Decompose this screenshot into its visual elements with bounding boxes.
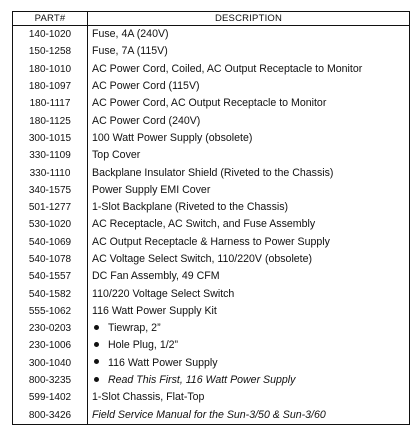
- description-cell: [88, 112, 410, 129]
- table-row: [13, 372, 410, 389]
- description-cell: [88, 95, 410, 112]
- table-row: [13, 182, 410, 199]
- description-cell: [88, 43, 410, 60]
- part-number-header: PART#: [13, 12, 88, 26]
- parts-list-table: [12, 11, 410, 425]
- part-number-cell: 540-1557: [13, 268, 88, 285]
- table-row: [13, 285, 410, 302]
- table-row: [13, 130, 410, 147]
- table-row: [13, 43, 410, 60]
- description-text: AC Power Cord (115V): [92, 80, 200, 93]
- description-text: Backplane Insulator Shield (Riveted to the Chassis): [92, 166, 334, 179]
- description-text: Tiewrap, 2”: [108, 322, 161, 335]
- part-number-cell: 180-1097: [13, 78, 88, 95]
- description-text: 1-Slot Backplane (Riveted to the Chassis): [92, 201, 289, 214]
- part-number-cell: 180-1117: [13, 95, 88, 112]
- description-cell: [88, 389, 410, 406]
- part-number-cell: 530-1020: [13, 216, 88, 233]
- part-number-cell: 180-1010: [13, 61, 88, 78]
- part-number-cell: 330-1109: [13, 147, 88, 164]
- description-text: 116 Watt Power Supply Kit: [92, 304, 217, 317]
- description-cell: [88, 199, 410, 216]
- description-cell: [88, 285, 410, 302]
- parts-table-body: [13, 26, 410, 425]
- part-number-cell: 340-1575: [13, 182, 88, 199]
- table-row: [13, 112, 410, 129]
- description-cell: [88, 216, 410, 233]
- description-text: AC Power Cord, AC Output Receptacle to Monitor: [92, 97, 327, 110]
- description-cell: [88, 61, 410, 78]
- table-row: [13, 147, 410, 164]
- part-number-cell: 540-1069: [13, 234, 88, 251]
- bullet-icon: [94, 377, 99, 382]
- description-text: Hole Plug, 1/2”: [108, 339, 179, 352]
- description-cell: [88, 78, 410, 95]
- description-text: 100 Watt Power Supply (obsolete): [92, 131, 253, 144]
- table-row: [13, 26, 410, 44]
- table-row: [13, 268, 410, 285]
- table-row: [13, 389, 410, 406]
- description-cell: [88, 130, 410, 147]
- description-cell: [88, 320, 410, 337]
- part-number-cell: 300-1040: [13, 355, 88, 372]
- table-row: [13, 164, 410, 181]
- table-row: [13, 407, 410, 425]
- part-number-cell: 230-1006: [13, 337, 88, 354]
- description-cell: [88, 268, 410, 285]
- bullet-icon: [94, 359, 99, 364]
- description-text: AC Voltage Select Switch, 110/220V (obsolete): [92, 253, 313, 265]
- part-number-cell: 800-3426: [13, 407, 88, 425]
- bullet-icon: [94, 342, 99, 347]
- description-cell: [88, 251, 410, 268]
- description-cell: [88, 355, 410, 372]
- description-text: Top Cover: [92, 149, 141, 162]
- description-text: 1-Slot Chassis, Flat-Top: [92, 391, 205, 404]
- table-row: [13, 337, 410, 354]
- part-number-cell: 555-1062: [13, 303, 88, 320]
- part-number-cell: 800-3235: [13, 372, 88, 389]
- description-cell: [88, 407, 410, 425]
- table-row: [13, 216, 410, 233]
- description-cell: [88, 337, 410, 354]
- description-header: DESCRIPTION: [88, 12, 410, 26]
- description-cell: [88, 26, 410, 44]
- description-text: AC Output Receptacle & Harness to Power Supply: [92, 235, 330, 248]
- description-text: AC Power Cord (240V): [92, 114, 201, 127]
- table-row: [13, 320, 410, 337]
- table-row: [13, 355, 410, 372]
- table-row: [13, 303, 410, 320]
- description-text: 110/220 Voltage Select Switch: [92, 287, 235, 300]
- description-text: Power Supply EMI Cover: [92, 183, 211, 196]
- description-text: Fuse, 7A (115V): [92, 45, 168, 58]
- description-text: DC Fan Assembly, 49 CFM: [92, 270, 220, 283]
- description-text: AC Power Cord, Coiled, AC Output Receptacle to Monitor: [92, 62, 363, 75]
- table-row: [13, 95, 410, 112]
- table-row: [13, 251, 410, 268]
- description-text: 116 Watt Power Supply: [108, 356, 218, 369]
- part-number-cell: 540-1582: [13, 285, 88, 302]
- part-number-cell: 599-1402: [13, 389, 88, 406]
- part-number-cell: 330-1110: [13, 164, 88, 181]
- description-cell: [88, 372, 410, 389]
- part-number-cell: 540-1078: [13, 251, 88, 268]
- description-cell: [88, 147, 410, 164]
- table-row: [13, 78, 410, 95]
- description-cell: [88, 182, 410, 199]
- table-row: [13, 61, 410, 78]
- part-number-cell: 501-1277: [13, 199, 88, 216]
- bullet-icon: [94, 325, 99, 330]
- description-text: Fuse, 4A (240V): [92, 28, 169, 41]
- part-number-cell: 180-1125: [13, 112, 88, 129]
- description-cell: [88, 234, 410, 251]
- part-number-cell: 150-1258: [13, 43, 88, 60]
- description-text: AC Receptacle, AC Switch, and Fuse Assembly: [92, 218, 316, 231]
- description-text: Read This First, 116 Watt Power Supply: [108, 374, 296, 387]
- part-number-cell: 140-1020: [13, 26, 88, 44]
- description-cell: [88, 303, 410, 320]
- part-number-cell: 300-1015: [13, 130, 88, 147]
- part-number-cell: 230-0203: [13, 320, 88, 337]
- table-row: [13, 199, 410, 216]
- description-cell: [88, 164, 410, 181]
- table-header-row: [13, 12, 410, 26]
- table-row: [13, 234, 410, 251]
- description-text: Field Service Manual for the Sun-3/50 & Sun-3/60: [92, 408, 326, 421]
